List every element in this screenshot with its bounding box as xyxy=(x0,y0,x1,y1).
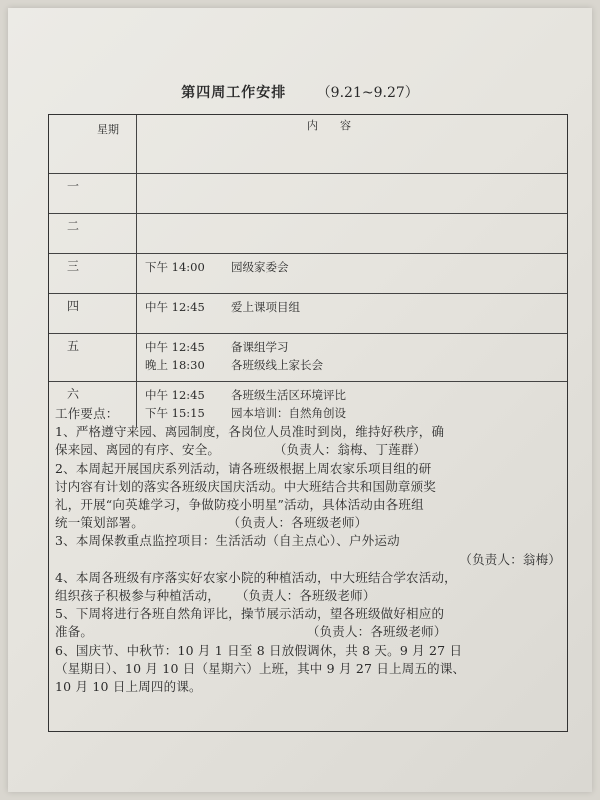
day-column-cell xyxy=(49,293,137,333)
note-line: 讨内容有计划的落实各班级庆国庆活动。中大班结合共和国勋章颁奖 xyxy=(55,478,437,494)
entry-time: 中午 12:45 xyxy=(145,388,205,402)
note-line: 5、下周将进行各班自然角评比，操节展示活动，望各班级做好相应的 xyxy=(55,606,445,622)
entry-text: 各班级线上家长会 xyxy=(231,358,323,372)
entry-list xyxy=(145,338,323,374)
entry-text: 园本培训：自然角创设 xyxy=(231,406,346,420)
note-line: 2、本周起开展国庆系列活动，请各班级根据上周农家乐项目组的研 xyxy=(55,460,432,476)
schedule-entry xyxy=(145,258,289,276)
title-main: 第四周工作安排 xyxy=(181,85,287,101)
note-line: （星期日）、10 月 10 日（星期六）上班，其中 9 月 27 日上周五的课、 xyxy=(55,660,466,676)
schedule-entry xyxy=(145,298,300,316)
note-text: 保来园、离园的有序、安全。 xyxy=(55,442,221,458)
table-row-mon xyxy=(49,173,567,214)
note-owner: （负责人：翁梅） xyxy=(459,551,561,567)
entry-list xyxy=(145,258,289,276)
day-label: 三 xyxy=(67,259,80,273)
day-column-cell xyxy=(49,173,137,213)
day-column-cell xyxy=(49,253,137,293)
day-label: 二 xyxy=(67,219,80,233)
note-owner: （负责人：各班级老师） xyxy=(242,588,376,604)
note-line: 10 月 10 日上周四的课。 xyxy=(55,679,202,695)
notes-heading: 工作要点： xyxy=(55,406,119,421)
note-owner: （负责人：翁梅、丁莲群） xyxy=(280,442,427,458)
note-line xyxy=(55,441,561,459)
note-line xyxy=(55,514,561,532)
day-column-cell xyxy=(49,115,137,173)
day-label: 五 xyxy=(67,339,80,353)
note-line: 1、严格遵守来园、离园制度，各岗位人员准时到岗，维持好秩序，确 xyxy=(55,424,445,440)
note-text: 组织孩子积极参与种植活动， xyxy=(55,588,221,604)
note-line xyxy=(55,623,561,641)
title-date-range: （9.21~9.27） xyxy=(316,85,419,101)
day-column-cell xyxy=(49,333,137,381)
day-column-cell xyxy=(49,213,137,253)
schedule-entry xyxy=(145,386,346,404)
entry-text: 备课组学习 xyxy=(231,340,289,354)
day-label: 六 xyxy=(67,387,80,401)
note-line xyxy=(55,587,561,605)
table-row-wed xyxy=(49,253,567,294)
table-row-thu xyxy=(49,293,567,334)
entry-time: 中午 12:45 xyxy=(145,340,205,354)
note-line: 礼，开展“向英雄学习，争做防疫小明星”活动，具体活动由各班组 xyxy=(55,497,424,513)
table-row-tue xyxy=(49,213,567,254)
schedule-table xyxy=(48,114,568,732)
note-owner: （负责人：各班级老师） xyxy=(233,515,368,531)
note-line: 4、本周各班级有序落实好农家小院的种植活动，中大班结合学农活动， xyxy=(55,569,457,585)
note-line: 3、本周保教重点监控项目：生活活动（自主点心）、户外运动 xyxy=(55,533,400,549)
table-row-fri xyxy=(49,333,567,382)
day-label: 四 xyxy=(67,299,80,313)
header-content-label: 内容 xyxy=(307,119,373,132)
note-text: 准备。 xyxy=(55,624,94,640)
document-page xyxy=(8,8,592,792)
schedule-entry xyxy=(145,338,323,356)
entry-list xyxy=(145,298,300,316)
note-owner: （负责人：各班级老师） xyxy=(313,624,447,640)
day-label: 一 xyxy=(67,179,80,193)
note-text: 统一策划部署。 xyxy=(55,515,144,531)
schedule-entry xyxy=(145,356,323,374)
entry-time: 下午 15:15 xyxy=(145,406,205,420)
entry-time: 下午 14:00 xyxy=(145,260,205,274)
document-title xyxy=(8,82,592,102)
header-day-label: 星期 xyxy=(97,123,119,136)
entry-time: 中午 12:45 xyxy=(145,300,205,314)
table-header-row xyxy=(49,115,567,174)
entry-text: 园级家委会 xyxy=(231,260,289,274)
work-notes xyxy=(55,405,561,696)
note-line: 6、国庆节、中秋节：10 月 1 日至 8 日放假调休，共 8 天。9 月 27 日 xyxy=(55,642,463,658)
entry-text: 各班级生活区环境评比 xyxy=(231,388,346,402)
entry-time: 晚上 18:30 xyxy=(145,358,205,372)
entry-text: 爱上课项目组 xyxy=(231,300,300,314)
